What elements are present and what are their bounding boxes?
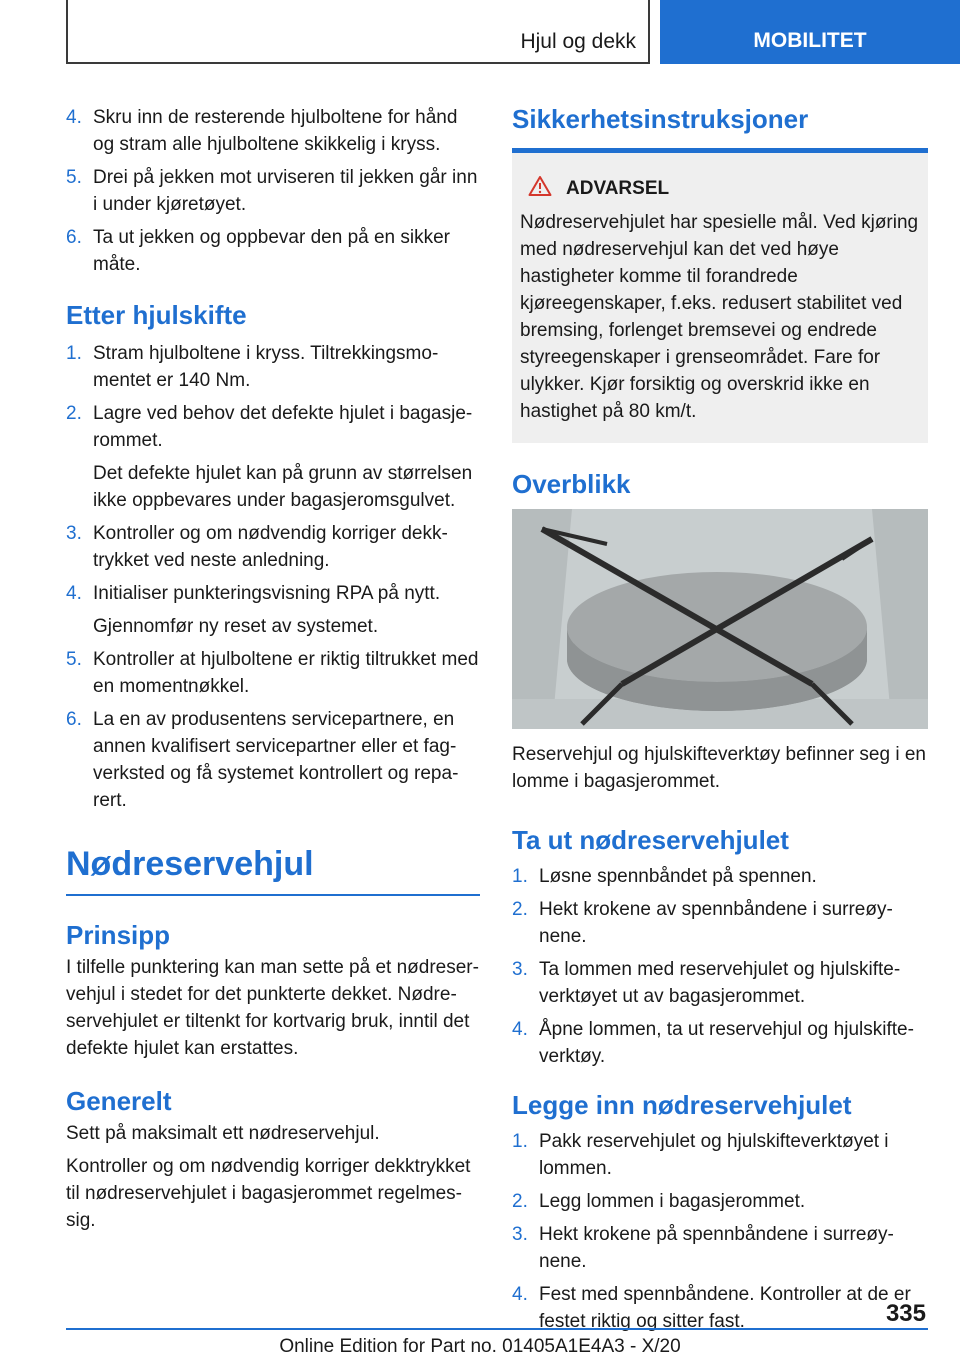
right-column: [512, 104, 928, 1341]
list-item: 3. Hekt krokene på spennbåndene i surreøynene.: [512, 1224, 894, 1272]
header-frame: [66, 0, 650, 64]
warning-box: [512, 148, 928, 443]
generelt-text-1: Sett på maksimalt ett nødreservehjul.: [66, 1123, 380, 1144]
list-item: 4. Åpne lommen, ta ut reservehjul og hjulskifteverktøy.: [512, 1019, 914, 1067]
warning-title: ADVARSEL: [566, 178, 670, 199]
photo-caption: Reservehjul og hjulskifteverktøy befinner seg i en lomme i bagasjerommet.: [512, 744, 926, 792]
list-item: 1. Pakk reservehjulet og hjulskifteverktøyet i lommen.: [512, 1131, 889, 1179]
list-item: 5. Kontroller at hjulboltene er riktig tiltrukket med en momentnøkkel.: [66, 649, 479, 697]
prinsipp-text: I tilfelle punktering kan man sette på et nødreservehjul i stedet for det punkterte dekket. Nødreservehjulet er tiltenkt for kortvarig bruk, inntil det defekte hjulet kan erstattes.: [66, 957, 479, 1059]
list-item: 4. Initialiser punkteringsvisning RPA på nytt.: [66, 583, 441, 604]
heading-etter-hjulskifte: Etter hjulskifte: [66, 300, 247, 330]
steps-list-etter: [66, 340, 480, 454]
list-item: 2. Hekt krokene av spennbåndene i surreøynene.: [512, 899, 893, 947]
sub-paragraph: Gjennomfør ny reset av systemet.: [93, 616, 379, 637]
list-item: 6. La en av produsentens servicepartnere, en annen kvalifisert servicepartner eller et fagverksted og få systemet kontrollert og reparert.: [66, 709, 459, 811]
edition-text: Online Edition for Part no. 01405A1E4A3 - X/20: [279, 1336, 681, 1357]
steps-list-ta-ut: [512, 863, 928, 1070]
footer-divider: [66, 1328, 928, 1330]
heading-overblikk: Overblikk: [512, 469, 631, 499]
steps-list-etter-cont2: [66, 646, 480, 814]
heading-legge-inn: Legge inn nødreservehjulet: [512, 1090, 852, 1120]
heading-sikkerhetsinstruksjoner: Sikkerhetsinstruksjoner: [512, 104, 809, 134]
list-item: 2. Legg lommen i bagasjerommet.: [512, 1191, 806, 1212]
warning-text: Nødreservehjulet har spesielle mål. Ved kjøring med nødreservehjul kan det ved høye hastigheter komme til forandrede kjøreegenskaper, f.eks. redusert stabilitet ved bremsing, forlenget bremsevei og endrede styreegenskaper i grenseområdet. Fare for ulykker. Kjør forsiktig og overskrid ikke en hastighet på 80 km/t.: [520, 212, 919, 422]
list-item: 5. Drei på jekken mot urviseren til jekken går inn i under kjøretøyet.: [66, 167, 478, 215]
generelt-text-2: Kontroller og om nødvendig korriger dekktrykket til nødreservehjulet i bagasjerommet regelmessig.: [66, 1156, 471, 1231]
warning-triangle-icon: [528, 175, 556, 203]
sub-paragraph: Det defekte hjulet kan på grunn av størrelsen ikke oppbevares under bagasjeromsgulvet.: [93, 463, 473, 511]
page-number: 335: [885, 1300, 926, 1327]
chapter-tab[interactable]: MOBILITET: [660, 0, 960, 64]
left-column: [66, 104, 480, 1240]
list-item: 3. Kontroller og om nødvendig korriger dekktrykket ved neste anledning.: [66, 523, 448, 571]
list-item: 4. Fest med spennbåndene. Kontroller at de er festet riktig og sitter fast.: [512, 1284, 911, 1332]
heading-nodreservehjul: Nødreservehjul: [66, 844, 480, 896]
heading-prinsipp: Prinsipp: [66, 920, 171, 950]
section-title: Hjul og dekk: [520, 30, 636, 53]
list-item: 6. Ta ut jekken og oppbevar den på en sikker måte.: [66, 227, 451, 275]
list-item: 1. Løsne spennbåndet på spennen.: [512, 866, 817, 887]
steps-list-etter-cont: [66, 520, 480, 607]
heading-generelt: Generelt: [66, 1086, 172, 1116]
spare-wheel-photo: [512, 509, 928, 729]
warning-header: [520, 175, 920, 203]
steps-list-legge: [512, 1128, 928, 1335]
heading-ta-ut: Ta ut nødreservehjulet: [512, 825, 789, 855]
list-item: 3. Ta lommen med reservehjulet og hjulskifteverktøyet ut av bagasjerommet.: [512, 959, 901, 1007]
list-item: 1. Stram hjulboltene i kryss. Tiltrekkingsmomentet er 140 Nm.: [66, 343, 439, 391]
list-item: 4. Skru inn de resterende hjulboltene for hånd og stram alle hjulboltene skikkelig i kryss.: [66, 107, 458, 155]
steps-list-a: [66, 104, 480, 278]
list-item: 2. Lagre ved behov det defekte hjulet i bagasjerommet.: [66, 403, 473, 451]
